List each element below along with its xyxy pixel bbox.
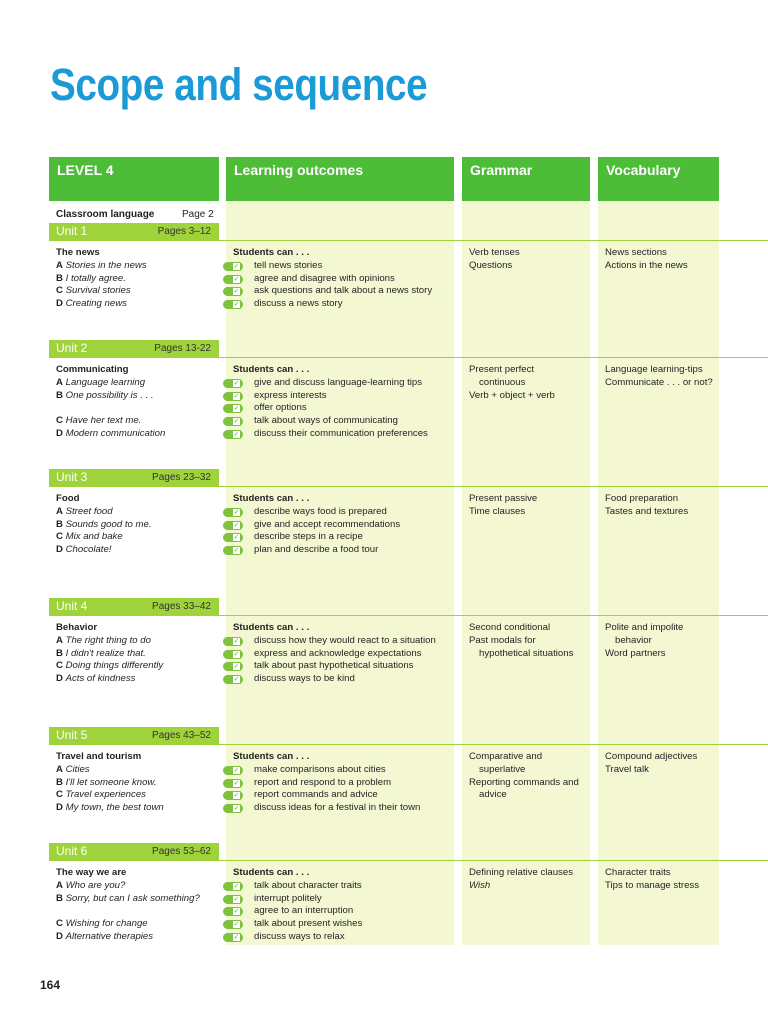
checkbox-icon: ✓ (223, 650, 243, 659)
unit-bar (49, 843, 219, 861)
page-title: Scope and sequence (50, 59, 428, 110)
lesson-letter: C (56, 918, 63, 930)
outcome-item (226, 531, 456, 544)
outcome-item (226, 377, 456, 390)
lesson-item (56, 298, 218, 311)
grammar-item: Present perfect (469, 364, 535, 375)
unit-divider (219, 615, 768, 616)
checkbox-icon: ✓ (223, 933, 243, 942)
lesson-letter: B (56, 892, 63, 904)
unit-label: Unit 1 (56, 224, 88, 238)
lesson-item (56, 648, 218, 661)
checkbox-icon: ✓ (223, 430, 243, 439)
lesson-name: Travel experiences (65, 789, 146, 801)
grammar-item: advice (479, 789, 507, 801)
unit-pages: Pages 43–52 (152, 730, 211, 741)
outcome-item (226, 880, 456, 893)
students-can-label: Students can . . . (233, 622, 310, 633)
outcome-item (226, 777, 456, 790)
checkbox-icon: ✓ (223, 521, 243, 530)
outcome-item (226, 802, 456, 815)
grammar-item: Wish (469, 879, 491, 891)
page-number: 164 (40, 978, 61, 992)
outcome-text: report and respond to a problem (254, 776, 392, 788)
header-vocabulary: Vocabulary (598, 157, 719, 201)
unit-title: Behavior (56, 622, 98, 633)
outcome-text: talk about past hypothetical situations (254, 660, 414, 672)
unit-lessons (56, 247, 218, 311)
lesson-name: My town, the best town (65, 802, 164, 814)
checkbox-icon: ✓ (223, 275, 243, 284)
outcome-text: describe steps in a recipe (254, 531, 363, 543)
grammar-item: hypothetical situations (479, 647, 574, 659)
unit-bar (49, 340, 219, 358)
lesson-letter: B (56, 518, 63, 530)
grammar-item: Verb tenses (469, 247, 520, 258)
lesson-name: Cities (65, 763, 90, 775)
lesson-letter: C (56, 415, 63, 427)
lesson-name: Sorry, but can I ask something? (65, 892, 200, 904)
checkbox-icon: ✓ (223, 791, 243, 800)
outcome-text: discuss ideas for a festival in their town (254, 802, 421, 814)
lesson-item (56, 777, 218, 790)
lesson-name: Wishing for change (65, 918, 148, 930)
checkbox-icon: ✓ (223, 392, 243, 401)
outcome-item (226, 789, 456, 802)
outcome-text: interrupt politely (254, 892, 322, 904)
lesson-name: Have her text me. (65, 415, 142, 427)
outcome-text: make comparisons about cities (254, 763, 386, 775)
unit-label: Unit 4 (56, 599, 88, 613)
grammar-column-bg (462, 201, 590, 945)
lesson-letter: B (56, 647, 63, 659)
unit-bar (49, 223, 219, 241)
outcome-item (226, 390, 456, 403)
unit-outcomes (226, 751, 456, 815)
lesson-letter: C (56, 789, 63, 801)
lesson-item (56, 273, 218, 286)
grammar-item: Past modals for (469, 634, 536, 646)
lesson-name: Modern communication (65, 427, 166, 439)
lesson-name: Mix and bake (65, 531, 123, 543)
unit-lessons (56, 622, 218, 686)
lesson-item (56, 531, 218, 544)
lesson-item (56, 893, 218, 906)
outcome-text: report commands and advice (254, 789, 378, 801)
lesson-letter: B (56, 272, 63, 284)
unit-pages: Pages 13-22 (154, 343, 211, 354)
lesson-name: Chocolate! (65, 544, 112, 556)
outcome-text: discuss how they would react to a situation (254, 634, 436, 646)
checkbox-icon: ✓ (223, 895, 243, 904)
unit-outcomes (226, 622, 456, 686)
lesson-name: I'll let someone know. (65, 776, 157, 788)
lesson-name: Alternative therapies (65, 930, 154, 942)
unit-lessons (56, 751, 218, 815)
unit-outcomes (226, 247, 456, 311)
grammar-item: Time clauses (469, 505, 526, 517)
outcome-text: discuss ways to relax (254, 930, 345, 942)
unit-title: Communicating (56, 364, 129, 375)
outcome-text: offer options (254, 402, 307, 414)
unit-grammar (469, 622, 594, 660)
vocabulary-item: Communicate . . . or not? (605, 376, 713, 388)
unit-lessons (56, 867, 218, 944)
lesson-letter: A (56, 259, 63, 271)
checkbox-icon: ✓ (223, 662, 243, 671)
unit-grammar (469, 867, 594, 893)
checkbox-icon: ✓ (223, 766, 243, 775)
outcome-text: discuss a news story (254, 298, 343, 310)
lesson-item (56, 905, 218, 918)
grammar-item: Present passive (469, 493, 538, 504)
lesson-item (56, 390, 218, 403)
vocabulary-item: Tastes and textures (605, 505, 689, 517)
unit-pages: Pages 23–32 (152, 472, 211, 483)
grammar-item: Comparative and (469, 751, 543, 762)
unit-title: Food (56, 493, 80, 504)
lesson-item (56, 673, 218, 686)
grammar-item: Verb + object + verb (469, 389, 555, 401)
outcome-text: express interests (254, 389, 327, 401)
vocabulary-item: Character traits (605, 867, 671, 878)
unit-label: Unit 5 (56, 728, 88, 742)
unit-grammar (469, 751, 594, 802)
unit-divider (219, 744, 768, 745)
checkbox-icon: ✓ (223, 804, 243, 813)
header-level: LEVEL 4 (49, 157, 219, 201)
lesson-letter: A (56, 505, 63, 517)
lesson-name: The right thing to do (65, 634, 151, 646)
outcome-text: describe ways food is prepared (254, 505, 387, 517)
outcome-item (226, 635, 456, 648)
outcome-item (226, 260, 456, 273)
grammar-item: Questions (469, 259, 513, 271)
lesson-letter: D (56, 802, 63, 814)
outcome-item (226, 402, 456, 415)
grammar-item: continuous (479, 376, 526, 388)
unit-vocabulary (605, 364, 765, 390)
lesson-item (56, 544, 218, 557)
lesson-name: Language learning (65, 376, 146, 388)
lesson-item (56, 285, 218, 298)
vocabulary-item: Compound adjectives (605, 751, 698, 762)
outcome-item (226, 506, 456, 519)
vocabulary-item: Food preparation (605, 493, 679, 504)
checkbox-icon: ✓ (223, 287, 243, 296)
students-can-label: Students can . . . (233, 493, 310, 504)
vocabulary-item: behavior (615, 634, 652, 646)
unit-title: The news (56, 247, 100, 258)
lesson-letter: C (56, 660, 63, 672)
unit-vocabulary (605, 493, 765, 519)
vocabulary-item: Language learning-tips (605, 364, 703, 375)
unit-vocabulary (605, 622, 765, 660)
outcome-item (226, 415, 456, 428)
lesson-letter: B (56, 776, 63, 788)
header-grammar: Grammar (462, 157, 590, 201)
checkbox-icon: ✓ (223, 533, 243, 542)
classroom-language-page: Page 2 (182, 209, 214, 220)
checkbox-icon: ✓ (223, 404, 243, 413)
unit-grammar (469, 493, 594, 519)
outcome-item (226, 660, 456, 673)
grammar-item: Reporting commands and (469, 776, 579, 788)
lesson-item (56, 635, 218, 648)
unit-vocabulary (605, 751, 765, 777)
outcome-item (226, 285, 456, 298)
checkbox-icon: ✓ (223, 637, 243, 646)
unit-divider (219, 860, 768, 861)
outcome-item (226, 273, 456, 286)
students-can-label: Students can . . . (233, 364, 310, 375)
students-can-label: Students can . . . (233, 751, 310, 762)
lesson-letter: D (56, 544, 63, 556)
outcome-text: discuss their communication preferences (254, 427, 428, 439)
outcome-text: talk about present wishes (254, 918, 363, 930)
students-can-label: Students can . . . (233, 867, 310, 878)
lesson-item (56, 506, 218, 519)
outcome-item (226, 428, 456, 441)
outcome-item (226, 648, 456, 661)
unit-label: Unit 2 (56, 341, 88, 355)
lesson-letter: A (56, 376, 63, 388)
lesson-item (56, 428, 218, 441)
lesson-name: Street food (65, 505, 113, 517)
lesson-item (56, 880, 218, 893)
unit-outcomes (226, 364, 456, 441)
checkbox-icon: ✓ (223, 417, 243, 426)
outcome-item (226, 918, 456, 931)
outcome-text: ask questions and talk about a news story (254, 285, 433, 297)
vocabulary-item: Travel talk (605, 763, 649, 775)
lesson-name: Survival stories (65, 285, 131, 297)
lesson-letter: D (56, 298, 63, 310)
vocabulary-item: News sections (605, 247, 667, 258)
outcome-text: express and acknowledge expectations (254, 647, 422, 659)
checkbox-icon: ✓ (223, 546, 243, 555)
lesson-item (56, 377, 218, 390)
lesson-item (56, 764, 218, 777)
outcome-text: plan and describe a food tour (254, 544, 379, 556)
vocabulary-item: Actions in the news (605, 259, 688, 271)
lesson-item (56, 415, 218, 428)
unit-label: Unit 3 (56, 470, 88, 484)
checkbox-icon: ✓ (223, 779, 243, 788)
lesson-name: Doing things differently (65, 660, 164, 672)
lesson-item (56, 660, 218, 673)
unit-outcomes (226, 493, 456, 557)
unit-pages: Pages 53–62 (152, 846, 211, 857)
vocabulary-item: Word partners (605, 647, 666, 659)
lesson-letter: B (56, 389, 63, 401)
outcome-text: give and discuss language-learning tips (254, 376, 422, 388)
lesson-item (56, 519, 218, 532)
lesson-letter: C (56, 285, 63, 297)
checkbox-icon: ✓ (223, 675, 243, 684)
lesson-name: Who are you? (65, 879, 126, 891)
checkbox-icon: ✓ (223, 920, 243, 929)
lesson-item (56, 931, 218, 944)
outcome-item (226, 544, 456, 557)
outcome-text: agree to an interruption (254, 905, 354, 917)
unit-outcomes (226, 867, 456, 944)
outcome-text: discuss ways to be kind (254, 673, 355, 685)
checkbox-icon: ✓ (223, 508, 243, 517)
lesson-letter: A (56, 634, 63, 646)
lesson-item (56, 260, 218, 273)
lesson-name: I totally agree. (65, 272, 126, 284)
lesson-item (56, 918, 218, 931)
lesson-letter: D (56, 427, 63, 439)
unit-title: The way we are (56, 867, 127, 878)
outcome-item (226, 893, 456, 906)
unit-grammar (469, 247, 594, 273)
outcome-text: give and accept recommendations (254, 518, 401, 530)
unit-pages: Pages 3–12 (157, 226, 211, 237)
grammar-item: Second conditional (469, 622, 551, 633)
unit-title: Travel and tourism (56, 751, 142, 762)
checkbox-icon: ✓ (223, 379, 243, 388)
header-learning-outcomes: Learning outcomes (226, 157, 454, 201)
vocabulary-column-bg (598, 201, 719, 945)
outcome-text: talk about ways of communicating (254, 415, 398, 427)
grammar-item: superlative (479, 763, 526, 775)
vocabulary-item: Tips to manage stress (605, 879, 700, 891)
lesson-item (56, 789, 218, 802)
outcome-item (226, 298, 456, 311)
lesson-name: One possibility is . . . (65, 389, 154, 401)
lesson-item (56, 802, 218, 815)
outcome-item (226, 764, 456, 777)
outcomes-column-bg (226, 201, 454, 945)
lesson-letter: A (56, 763, 63, 775)
unit-pages: Pages 33–42 (152, 601, 211, 612)
lesson-name: Creating news (65, 298, 127, 310)
unit-vocabulary (605, 867, 765, 893)
lesson-letter: C (56, 531, 63, 543)
outcome-item (226, 673, 456, 686)
outcome-item (226, 931, 456, 944)
checkbox-icon: ✓ (223, 300, 243, 309)
lesson-item (56, 402, 218, 415)
outcome-item (226, 519, 456, 532)
unit-label: Unit 6 (56, 844, 88, 858)
classroom-language-label: Classroom language (56, 209, 155, 220)
checkbox-icon: ✓ (223, 907, 243, 916)
unit-bar (49, 598, 219, 616)
checkbox-icon: ✓ (223, 262, 243, 271)
outcome-item (226, 905, 456, 918)
lesson-letter: D (56, 930, 63, 942)
lesson-name: I didn't realize that. (65, 647, 146, 659)
unit-lessons (56, 364, 218, 441)
unit-divider (219, 240, 768, 241)
lesson-name: Sounds good to me. (65, 518, 152, 530)
checkbox-icon: ✓ (223, 882, 243, 891)
lesson-name: Stories in the news (65, 259, 147, 271)
lesson-name: Acts of kindness (65, 673, 136, 685)
unit-grammar (469, 364, 594, 402)
unit-vocabulary (605, 247, 765, 273)
grammar-item: Defining relative clauses (469, 867, 573, 878)
vocabulary-item: Polite and impolite (605, 622, 684, 633)
unit-bar (49, 727, 219, 745)
lesson-letter: A (56, 879, 63, 891)
unit-lessons (56, 493, 218, 557)
unit-divider (219, 357, 768, 358)
outcome-text: tell news stories (254, 259, 323, 271)
outcome-text: talk about character traits (254, 879, 362, 891)
outcome-text: agree and disagree with opinions (254, 272, 395, 284)
lesson-letter: D (56, 673, 63, 685)
unit-divider (219, 486, 768, 487)
students-can-label: Students can . . . (233, 247, 310, 258)
unit-bar (49, 469, 219, 487)
